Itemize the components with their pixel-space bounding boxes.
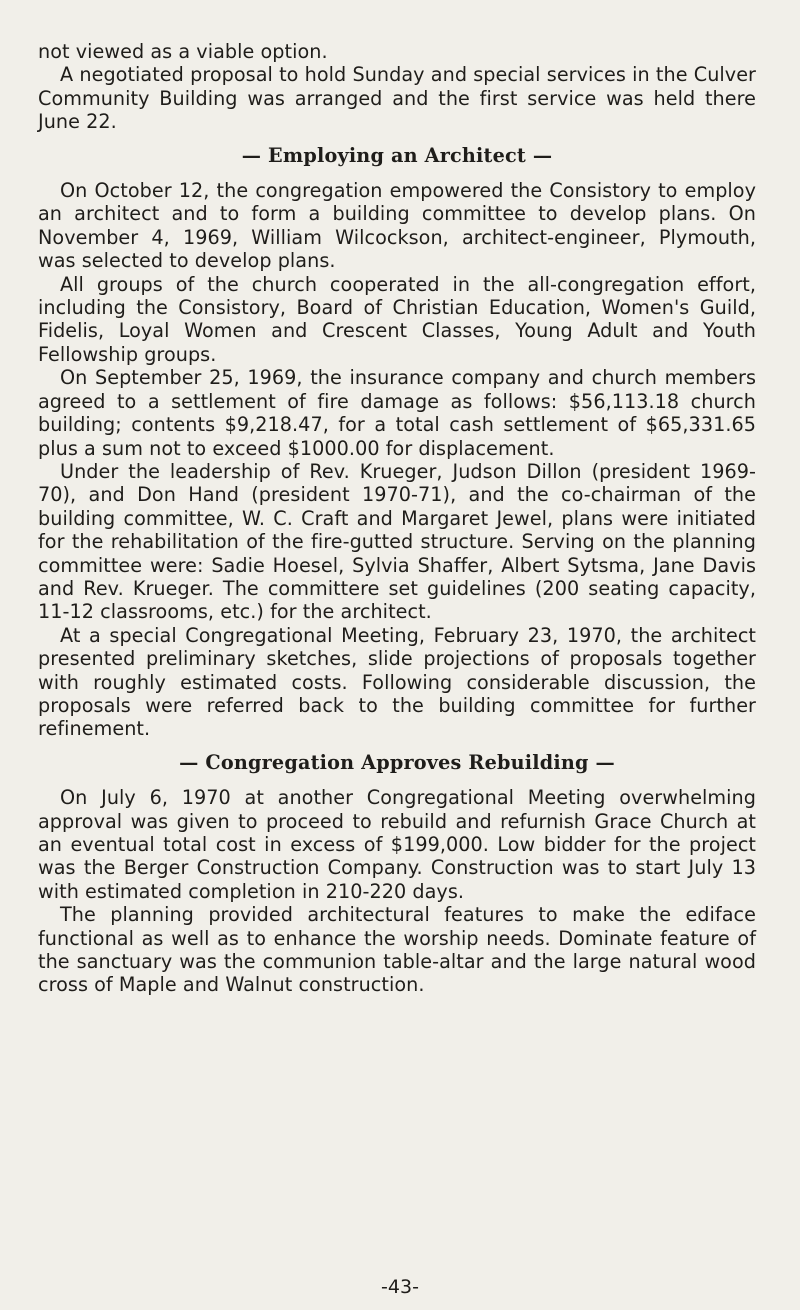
section-heading-approves-rebuilding: — Congregation Approves Rebuilding — [179, 750, 615, 774]
paragraph-special-meeting: At a special Congregational Meeting, February 23, 1970, the architect presented preliminary sketches, slide projections of proposals together with roughly estimated costs. Following considerable discussion, the proposals were referred back to the building committee for further refinement. [38, 623, 756, 741]
paragraph-insurance-settlement: On September 25, 1969, the insurance company and church members agreed to a settlement of fire damage as follows: $56,113.18 church building; contents $9,218.47, for a total cash settlement of $65,331.65 plus a sum not to exceed $1000.00 for displacement. [38, 366, 756, 460]
paragraph-october-12: On October 12, the congregation empowered the Consistory to employ an architect and to form a building committee to develop plans. On November 4, 1969, William Wilcockson, architect-engineer, Plymouth, was selected to develop plans. [38, 179, 756, 273]
paragraph-planning-features: The planning provided architectural features to make the ediface functional as well as to enhance the worship needs. Dominate feature of the sanctuary was the communion table-altar and the large natural wood cross of Maple and Walnut construction. [38, 903, 756, 997]
paragraph-continuation: not viewed as a viable option. [38, 40, 328, 63]
paragraph-july-6: On July 6, 1970 at another Congregational Meeting overwhelming approval was given to proceed to rebuild and refurnish Grace Church at an eventual total cost in excess of $199,000. Low bidder for the project was the Berger Construction Company. Construction was to start July 13 with estimated completion in 210-220 days. [38, 786, 756, 903]
paragraph-culver-services: A negotiated proposal to hold Sunday and special services in the Culver Community Building was arranged and the first service was held there June 22. [38, 63, 756, 134]
section-heading-employing-architect: — Employing an Architect — [241, 143, 553, 167]
paragraph-all-groups: All groups of the church cooperated in the all-congregation effort, including the Consistory, Board of Christian Education, Women's Guild, Fidelis, Loyal Women and Crescent Classes, Young Adult and Youth Fellowship groups. [38, 272, 756, 366]
page-number: -43- [381, 1276, 419, 1298]
body-text [38, 40, 756, 997]
paragraph-leadership: Under the leadership of Rev. Krueger, Judson Dillon (president 1969-70), and Don Hand (president 1970-71), and the co-chairman of the building committee, W. C. Craft and Margaret Jewel, plans were initiated for the rehabilitation of the fire-gutted structure. Serving on the planning committee were: Sadie Hoesel, Sylvia Shaffer, Albert Sytsma, Jane Davis and Rev. Krueger. The committere set guidelines (200 seating capacity, 11-12 classrooms, etc.) for the architect. [38, 459, 756, 624]
